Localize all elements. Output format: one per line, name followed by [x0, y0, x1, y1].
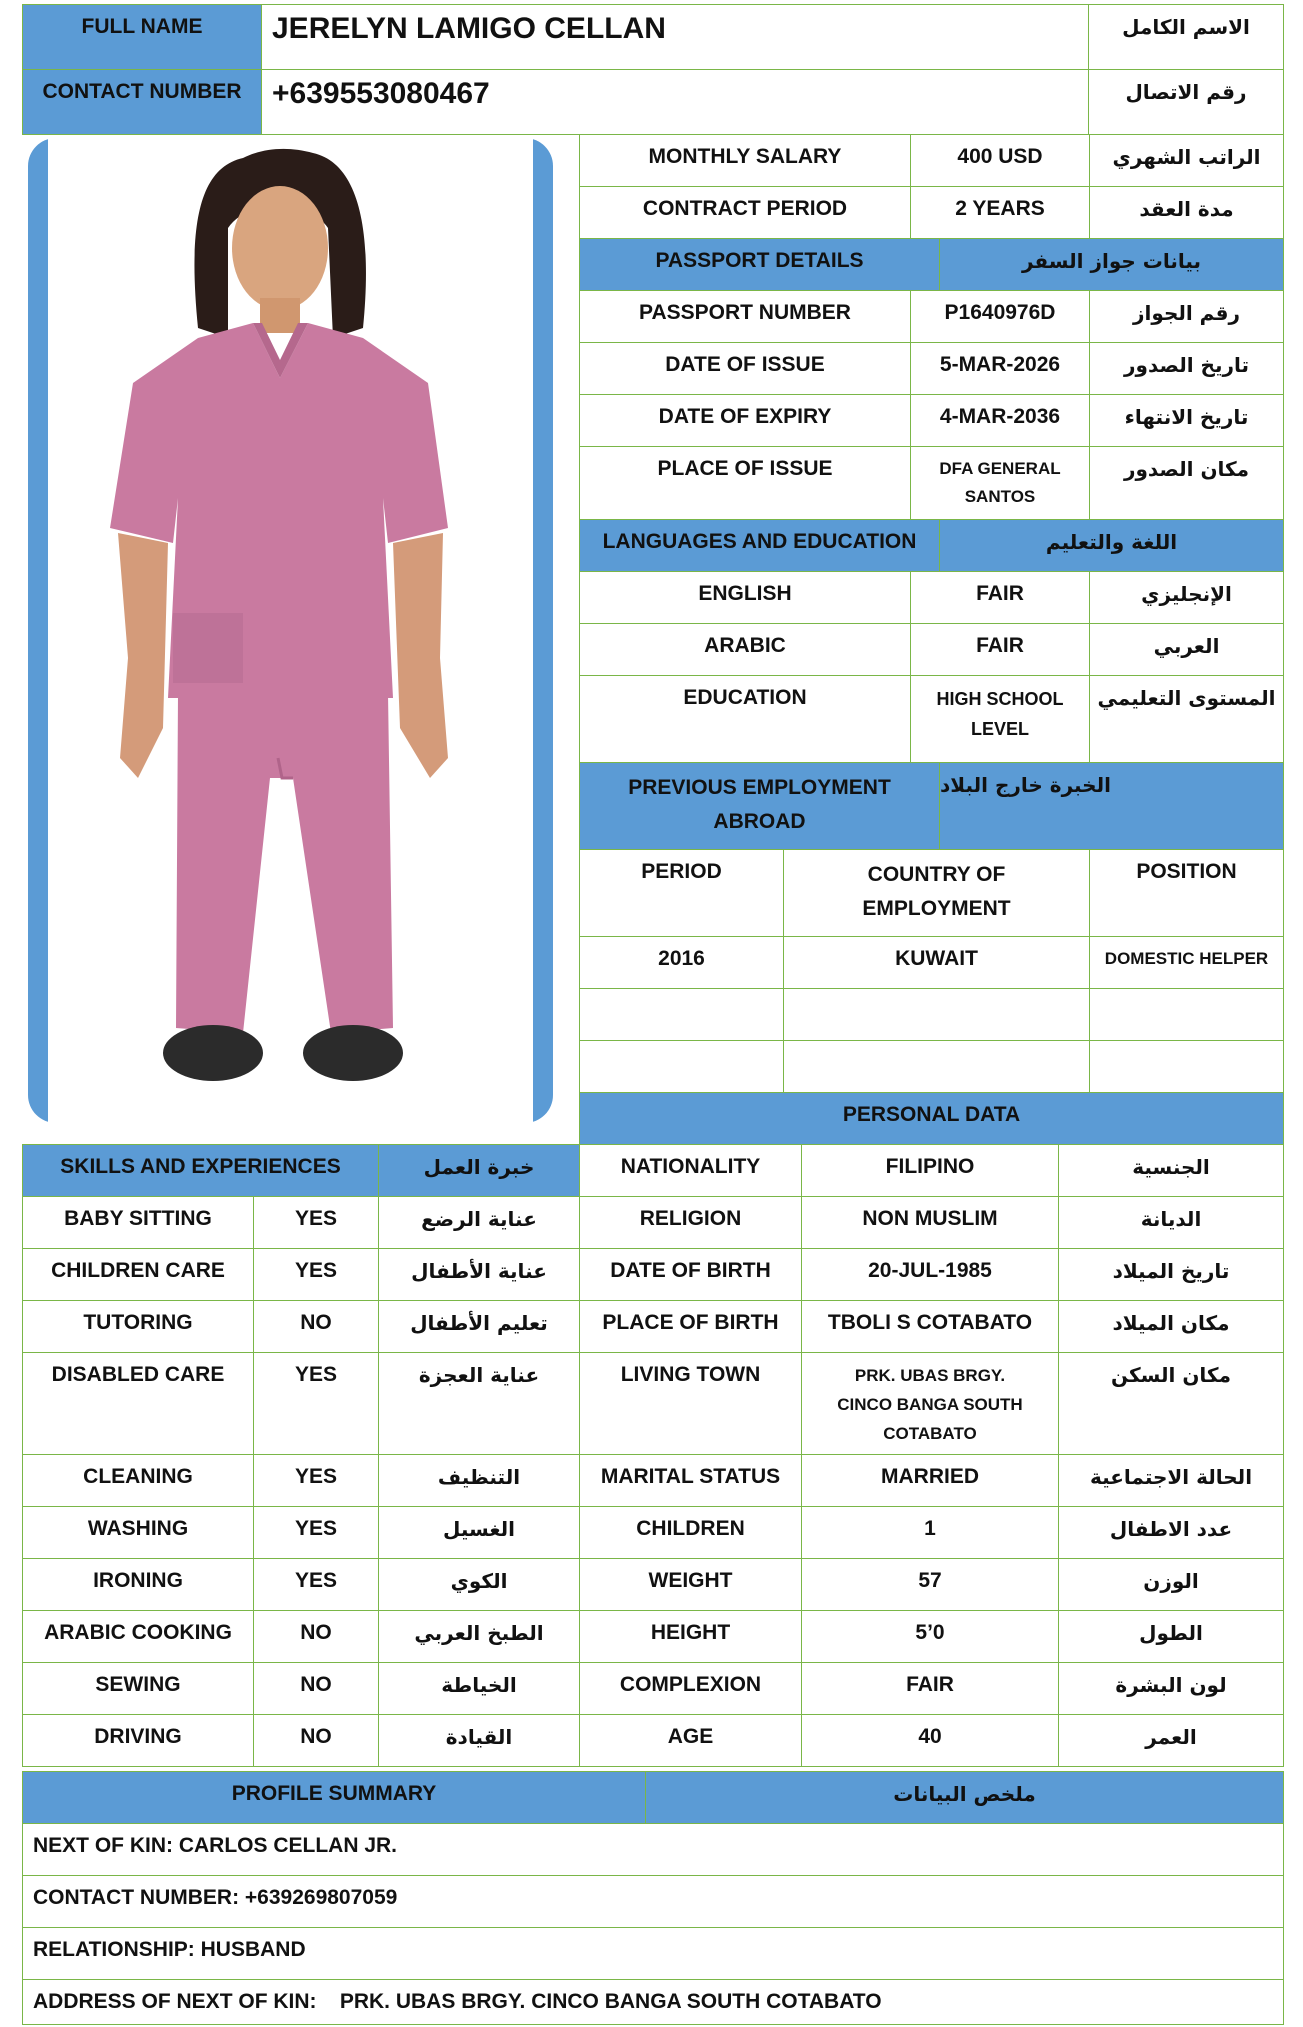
personal-value: NON MUSLIM [801, 1196, 1059, 1249]
monthly-salary-label: MONTHLY SALARY [579, 134, 911, 187]
skill-name: CHILDREN CARE [22, 1248, 254, 1301]
skill-name: WASHING [22, 1506, 254, 1559]
employment-col-country: COUNTRY OF EMPLOYMENT [783, 849, 1090, 937]
profile-summary-header: PROFILE SUMMARY [22, 1771, 646, 1824]
personal-label-ar: الطول [1058, 1610, 1284, 1663]
employment-header: PREVIOUS EMPLOYMENT ABROAD [579, 762, 940, 850]
personal-label-ar: عدد الاطفال [1058, 1506, 1284, 1559]
full-name-label-ar: الاسم الكامل [1088, 4, 1284, 70]
personal-label-ar: مكان السكن [1058, 1352, 1284, 1455]
skills-header: SKILLS AND EXPERIENCES [22, 1144, 379, 1197]
skill-name: TUTORING [22, 1300, 254, 1353]
personal-value: FAIR [801, 1662, 1059, 1715]
personal-label-ar: مكان الميلاد [1058, 1300, 1284, 1353]
employment-col-period: PERIOD [579, 849, 784, 937]
skills-header-ar: خبرة العمل [378, 1144, 580, 1197]
english-label-ar: الإنجليزي [1089, 571, 1284, 624]
employment-row-country [783, 1040, 1090, 1093]
skill-name-ar: تعليم الأطفال [378, 1300, 580, 1353]
personal-label-ar: الحالة الاجتماعية [1058, 1454, 1284, 1507]
passport-number-label: PASSPORT NUMBER [579, 290, 911, 343]
passport-details-header-ar: بيانات جواز السفر [939, 238, 1284, 291]
personal-label-ar: الجنسية [1058, 1144, 1284, 1197]
personal-value: 1 [801, 1506, 1059, 1559]
personal-value: 20-JUL-1985 [801, 1248, 1059, 1301]
contract-period-label: CONTRACT PERIOD [579, 186, 911, 239]
next-of-kin-contact: CONTACT NUMBER: +639269807059 [22, 1875, 1284, 1928]
english-value: FAIR [910, 571, 1090, 624]
skill-name-ar: الغسيل [378, 1506, 580, 1559]
applicant-photo [48, 138, 533, 1123]
personal-value: 57 [801, 1558, 1059, 1611]
skill-name: IRONING [22, 1558, 254, 1611]
personal-data-header: PERSONAL DATA [579, 1092, 1284, 1145]
date-of-issue-label: DATE OF ISSUE [579, 342, 911, 395]
skill-value: NO [253, 1662, 379, 1715]
personal-label: WEIGHT [579, 1558, 802, 1611]
personal-label: COMPLEXION [579, 1662, 802, 1715]
personal-value: FILIPINO [801, 1144, 1059, 1197]
skill-name-ar: عناية الأطفال [378, 1248, 580, 1301]
skill-name-ar: عناية العجزة [378, 1352, 580, 1455]
passport-number-value: P1640976D [910, 290, 1090, 343]
skill-name: DRIVING [22, 1714, 254, 1767]
personal-label-ar: تاريخ الميلاد [1058, 1248, 1284, 1301]
personal-label: DATE OF BIRTH [579, 1248, 802, 1301]
skill-name-ar: الكوي [378, 1558, 580, 1611]
employment-row-period [579, 1040, 784, 1093]
skill-name: ARABIC COOKING [22, 1610, 254, 1663]
employment-row-position [1089, 1040, 1284, 1093]
employment-row-country: KUWAIT [783, 936, 1090, 989]
employment-row-position: DOMESTIC HELPER [1089, 936, 1284, 989]
employment-col-position: POSITION [1089, 849, 1284, 937]
skill-name: CLEANING [22, 1454, 254, 1507]
contract-period-value: 2 YEARS [910, 186, 1090, 239]
arabic-label-ar: العربي [1089, 623, 1284, 676]
skill-name: DISABLED CARE [22, 1352, 254, 1455]
place-of-issue-label: PLACE OF ISSUE [579, 446, 911, 520]
place-of-issue-value: DFA GENERAL SANTOS [910, 446, 1090, 520]
date-of-issue-value: 5-MAR-2026 [910, 342, 1090, 395]
place-of-issue-label-ar: مكان الصدور [1089, 446, 1284, 520]
profile-summary-header-ar: ملخص البيانات [645, 1771, 1284, 1824]
skill-value: NO [253, 1300, 379, 1353]
date-of-issue-label-ar: تاريخ الصدور [1089, 342, 1284, 395]
date-of-expiry-label-ar: تاريخ الانتهاء [1089, 394, 1284, 447]
skill-value: YES [253, 1506, 379, 1559]
personal-label: NATIONALITY [579, 1144, 802, 1197]
skill-value: NO [253, 1610, 379, 1663]
skill-value: YES [253, 1558, 379, 1611]
skill-value: NO [253, 1714, 379, 1767]
employment-row-period [579, 988, 784, 1041]
education-label: EDUCATION [579, 675, 911, 763]
next-of-kin-relationship: RELATIONSHIP: HUSBAND [22, 1927, 1284, 1980]
personal-label: MARITAL STATUS [579, 1454, 802, 1507]
full-name-value: JERELYN LAMIGO CELLAN [261, 4, 1089, 70]
monthly-salary-value: 400 USD [910, 134, 1090, 187]
personal-label-ar: الديانة [1058, 1196, 1284, 1249]
personal-label: HEIGHT [579, 1610, 802, 1663]
skill-value: YES [253, 1454, 379, 1507]
personal-label: AGE [579, 1714, 802, 1767]
next-of-kin-address: ADDRESS OF NEXT OF KIN: PRK. UBAS BRGY. CINCO BANGA SOUTH COTABATO [22, 1979, 1284, 2025]
skill-name: SEWING [22, 1662, 254, 1715]
arabic-label: ARABIC [579, 623, 911, 676]
skill-name-ar: الخياطة [378, 1662, 580, 1715]
passport-number-label-ar: رقم الجواز [1089, 290, 1284, 343]
contact-number-label-ar: رقم الاتصال [1088, 69, 1284, 135]
full-name-label: FULL NAME [22, 4, 262, 70]
date-of-expiry-value: 4-MAR-2036 [910, 394, 1090, 447]
personal-value: TBOLI S COTABATO [801, 1300, 1059, 1353]
personal-label-ar: الوزن [1058, 1558, 1284, 1611]
personal-value: MARRIED [801, 1454, 1059, 1507]
languages-header-ar: اللغة والتعليم [939, 519, 1284, 572]
personal-value: PRK. UBAS BRGY. CINCO BANGA SOUTH COTABATO [801, 1352, 1059, 1455]
languages-header: LANGUAGES AND EDUCATION [579, 519, 940, 572]
contract-period-label-ar: مدة العقد [1089, 186, 1284, 239]
skill-name: BABY SITTING [22, 1196, 254, 1249]
personal-label: CHILDREN [579, 1506, 802, 1559]
personal-label-ar: العمر [1058, 1714, 1284, 1767]
skill-name-ar: التنظيف [378, 1454, 580, 1507]
personal-label-ar: لون البشرة [1058, 1662, 1284, 1715]
contact-number-label: CONTACT NUMBER [22, 69, 262, 135]
english-label: ENGLISH [579, 571, 911, 624]
skill-name-ar: عناية الرضع [378, 1196, 580, 1249]
next-of-kin: NEXT OF KIN: CARLOS CELLAN JR. [22, 1823, 1284, 1876]
employment-row-position [1089, 988, 1284, 1041]
skill-value: YES [253, 1352, 379, 1455]
education-value: HIGH SCHOOL LEVEL [910, 675, 1090, 763]
personal-value: 40 [801, 1714, 1059, 1767]
arabic-value: FAIR [910, 623, 1090, 676]
skill-name-ar: القيادة [378, 1714, 580, 1767]
employment-row-period: 2016 [579, 936, 784, 989]
contact-number-value: +639553080467 [261, 69, 1089, 135]
skill-name-ar: الطبخ العربي [378, 1610, 580, 1663]
personal-label: PLACE OF BIRTH [579, 1300, 802, 1353]
employment-header-ar: الخبرة خارج البلاد [939, 762, 1284, 850]
personal-label: RELIGION [579, 1196, 802, 1249]
passport-details-header: PASSPORT DETAILS [579, 238, 940, 291]
personal-label: LIVING TOWN [579, 1352, 802, 1455]
skill-value: YES [253, 1248, 379, 1301]
skill-value: YES [253, 1196, 379, 1249]
employment-row-country [783, 988, 1090, 1041]
personal-value: 5’0 [801, 1610, 1059, 1663]
education-label-ar: المستوى التعليمي [1089, 675, 1284, 763]
monthly-salary-label-ar: الراتب الشهري [1089, 134, 1284, 187]
date-of-expiry-label: DATE OF EXPIRY [579, 394, 911, 447]
